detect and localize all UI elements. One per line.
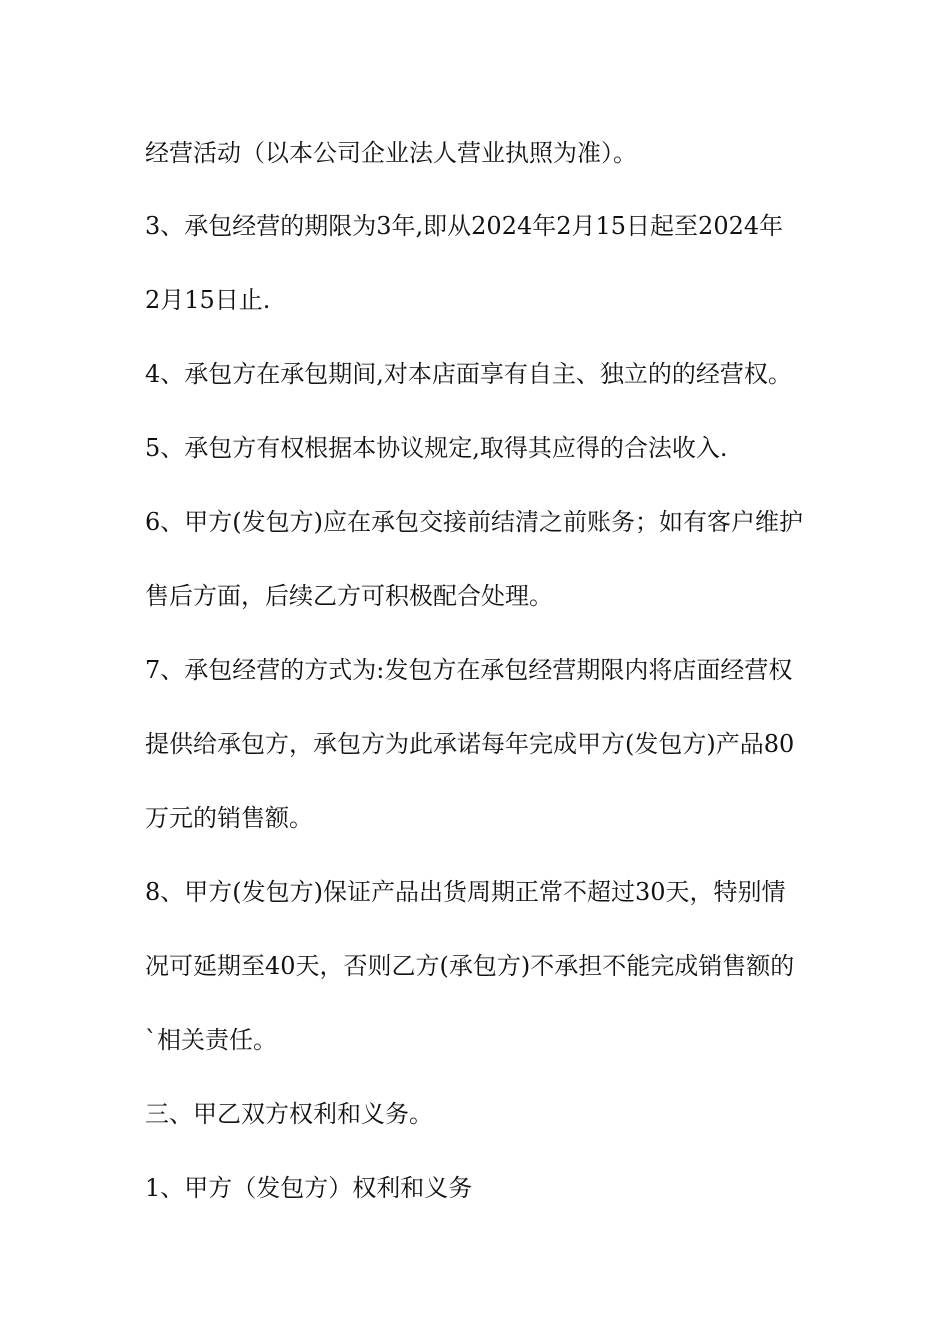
text-line: 6、甲方(发包方)应在承包交接前结清之前账务；如有客户维护 — [145, 508, 803, 536]
section-heading: 三、甲乙双方权利和义务。 — [145, 1100, 433, 1128]
text-line: 2月15日止. — [145, 286, 271, 314]
text-line: 售后方面，后续乙方可积极配合处理。 — [145, 582, 553, 610]
text-line: 5、承包方有权根据本协议规定,取得其应得的合法收入. — [145, 434, 728, 462]
text-line: 提供给承包方，承包方为此承诺每年完成甲方(发包方)产品80 — [145, 730, 795, 758]
text-line: 8、甲方(发包方)保证产品出货周期正常不超过30天，特别情 — [145, 878, 786, 906]
text-line: 况可延期至40天，否则乙方(承包方)不承担不能完成销售额的 — [145, 952, 795, 980]
text-line: 3、承包经营的期限为3年,即从2024年2月15日起至2024年 — [145, 212, 784, 240]
text-line: 7、承包经营的方式为:发包方在承包经营期限内将店面经营权 — [145, 656, 793, 684]
text-line: `相关责任。 — [145, 1026, 277, 1054]
text-line: 经营活动（以本公司企业法人营业执照为准）。 — [145, 139, 637, 167]
text-line: 4、承包方在承包期间,对本店面享有自主、独立的的经营权。 — [145, 360, 792, 388]
subsection-heading: 1、甲方（发包方）权利和义务 — [145, 1174, 473, 1202]
text-line: 万元的销售额。 — [145, 804, 313, 832]
